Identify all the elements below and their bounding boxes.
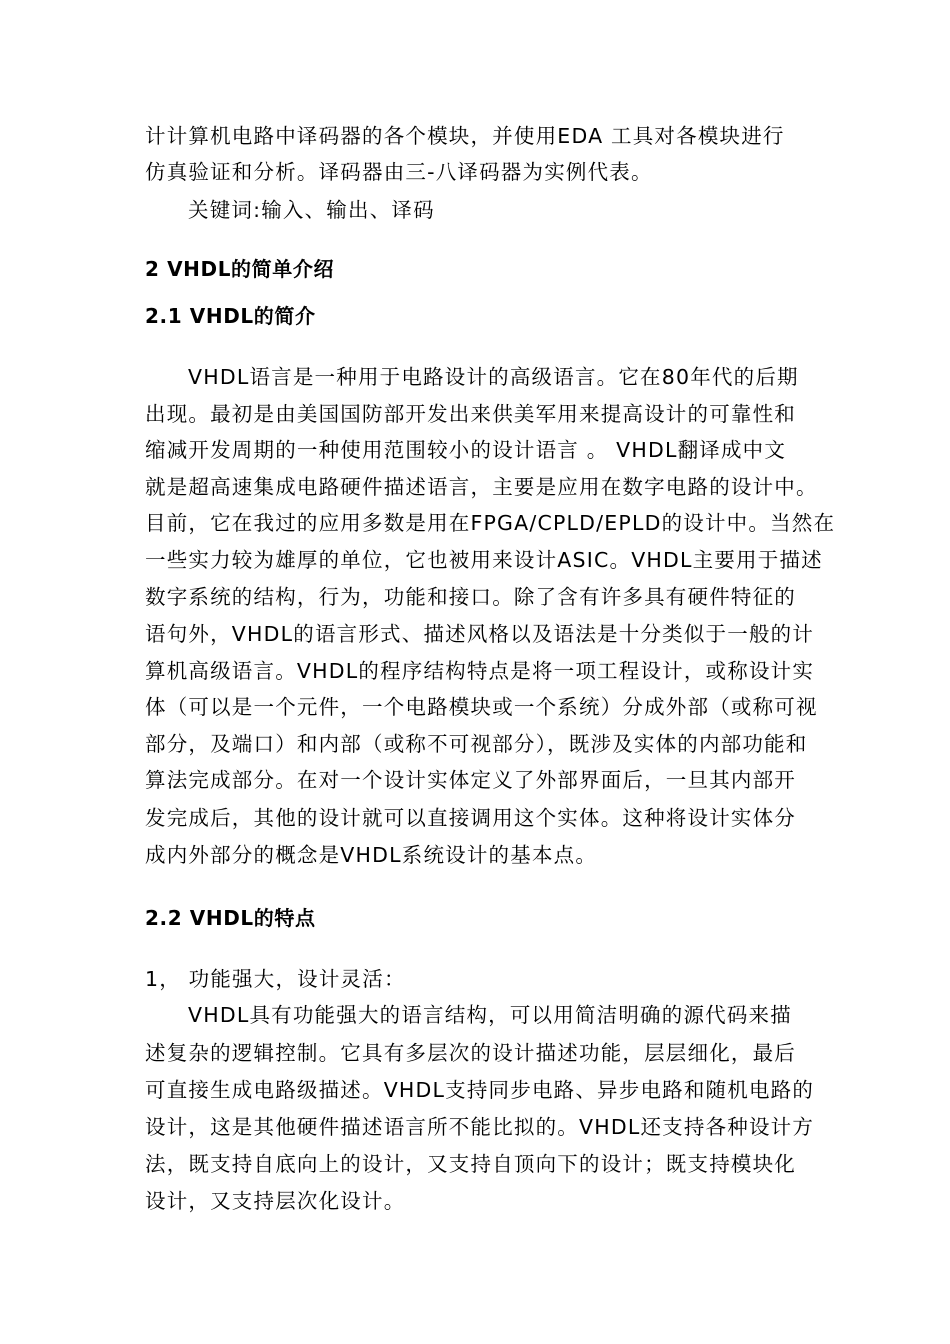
- para-2-2-line: VHDL具有功能强大的语言结构，可以用简洁明确的源代码来描: [188, 1003, 792, 1027]
- para-2-1-line: 成内外部分的概念是VHDL系统设计的基本点。: [145, 843, 598, 867]
- para-2-1-line: 一些实力较为雄厚的单位，它也被用来设计ASIC。VHDL主要用于描述: [145, 548, 823, 572]
- section-heading-2-1: 2.1 VHDL的简介: [145, 304, 316, 328]
- keywords-line: 关键词:输入、输出、译码: [188, 198, 435, 222]
- para-2-1-line: 算机高级语言。VHDL的程序结构特点是将一项工程设计，或称设计实: [145, 659, 815, 683]
- section-heading-2: 2 VHDL的简单介绍: [145, 257, 335, 281]
- para-2-2-line: 设计，又支持层次化设计。: [145, 1189, 406, 1213]
- para-2-2-line: 设计，这是其他硬件描述语言所不能比拟的。VHDL还支持各种设计方: [145, 1115, 815, 1139]
- para-2-1-line: VHDL语言是一种用于电路设计的高级语言。它在80年代的后期: [188, 365, 799, 389]
- para-2-1-line: 算法完成部分。在对一个设计实体定义了外部界面后，一旦其内部开: [145, 768, 796, 792]
- section-heading-2-2: 2.2 VHDL的特点: [145, 906, 316, 930]
- para-2-1-line: 语句外，VHDL的语言形式、描述风格以及语法是十分类似于一般的计: [145, 622, 815, 646]
- intro-line-2: 仿真验证和分析。译码器由三-八译码器为实例代表。: [145, 160, 653, 184]
- list-item-1-title: 1， 功能强大，设计灵活：: [145, 967, 406, 991]
- para-2-2-line: 述复杂的逻辑控制。它具有多层次的设计描述功能，层层细化，最后: [145, 1041, 796, 1065]
- intro-line-1: 计计算机电路中译码器的各个模块，并使用EDA 工具对各模块进行: [145, 124, 785, 148]
- para-2-2-line: 可直接生成电路级描述。VHDL支持同步电路、异步电路和随机电路的: [145, 1078, 815, 1102]
- para-2-1-line: 出现。最初是由美国国防部开发出来供美军用来提高设计的可靠性和: [145, 402, 796, 426]
- para-2-1-line: 就是超高速集成电路硬件描述语言，主要是应用在数字电路的设计中。: [145, 475, 818, 499]
- para-2-1-line: 数字系统的结构，行为，功能和接口。除了含有许多具有硬件特征的: [145, 585, 796, 609]
- para-2-1-line: 体（可以是一个元件，一个电路模块或一个系统）分成外部（或称可视: [145, 695, 818, 719]
- para-2-1-line: 部分，及端口）和内部（或称不可视部分），既涉及实体的内部功能和: [145, 732, 808, 756]
- para-2-1-line: 缩减开发周期的一种使用范围较小的设计语言 。 VHDL翻译成中文: [145, 438, 787, 462]
- para-2-1-line: 目前，它在我过的应用多数是用在FPGA/CPLD/EPLD的设计中。当然在: [145, 511, 836, 535]
- para-2-1-line: 发完成后，其他的设计就可以直接调用这个实体。这种将设计实体分: [145, 806, 796, 830]
- para-2-2-line: 法，既支持自底向上的设计，又支持自顶向下的设计；既支持模块化: [145, 1152, 796, 1176]
